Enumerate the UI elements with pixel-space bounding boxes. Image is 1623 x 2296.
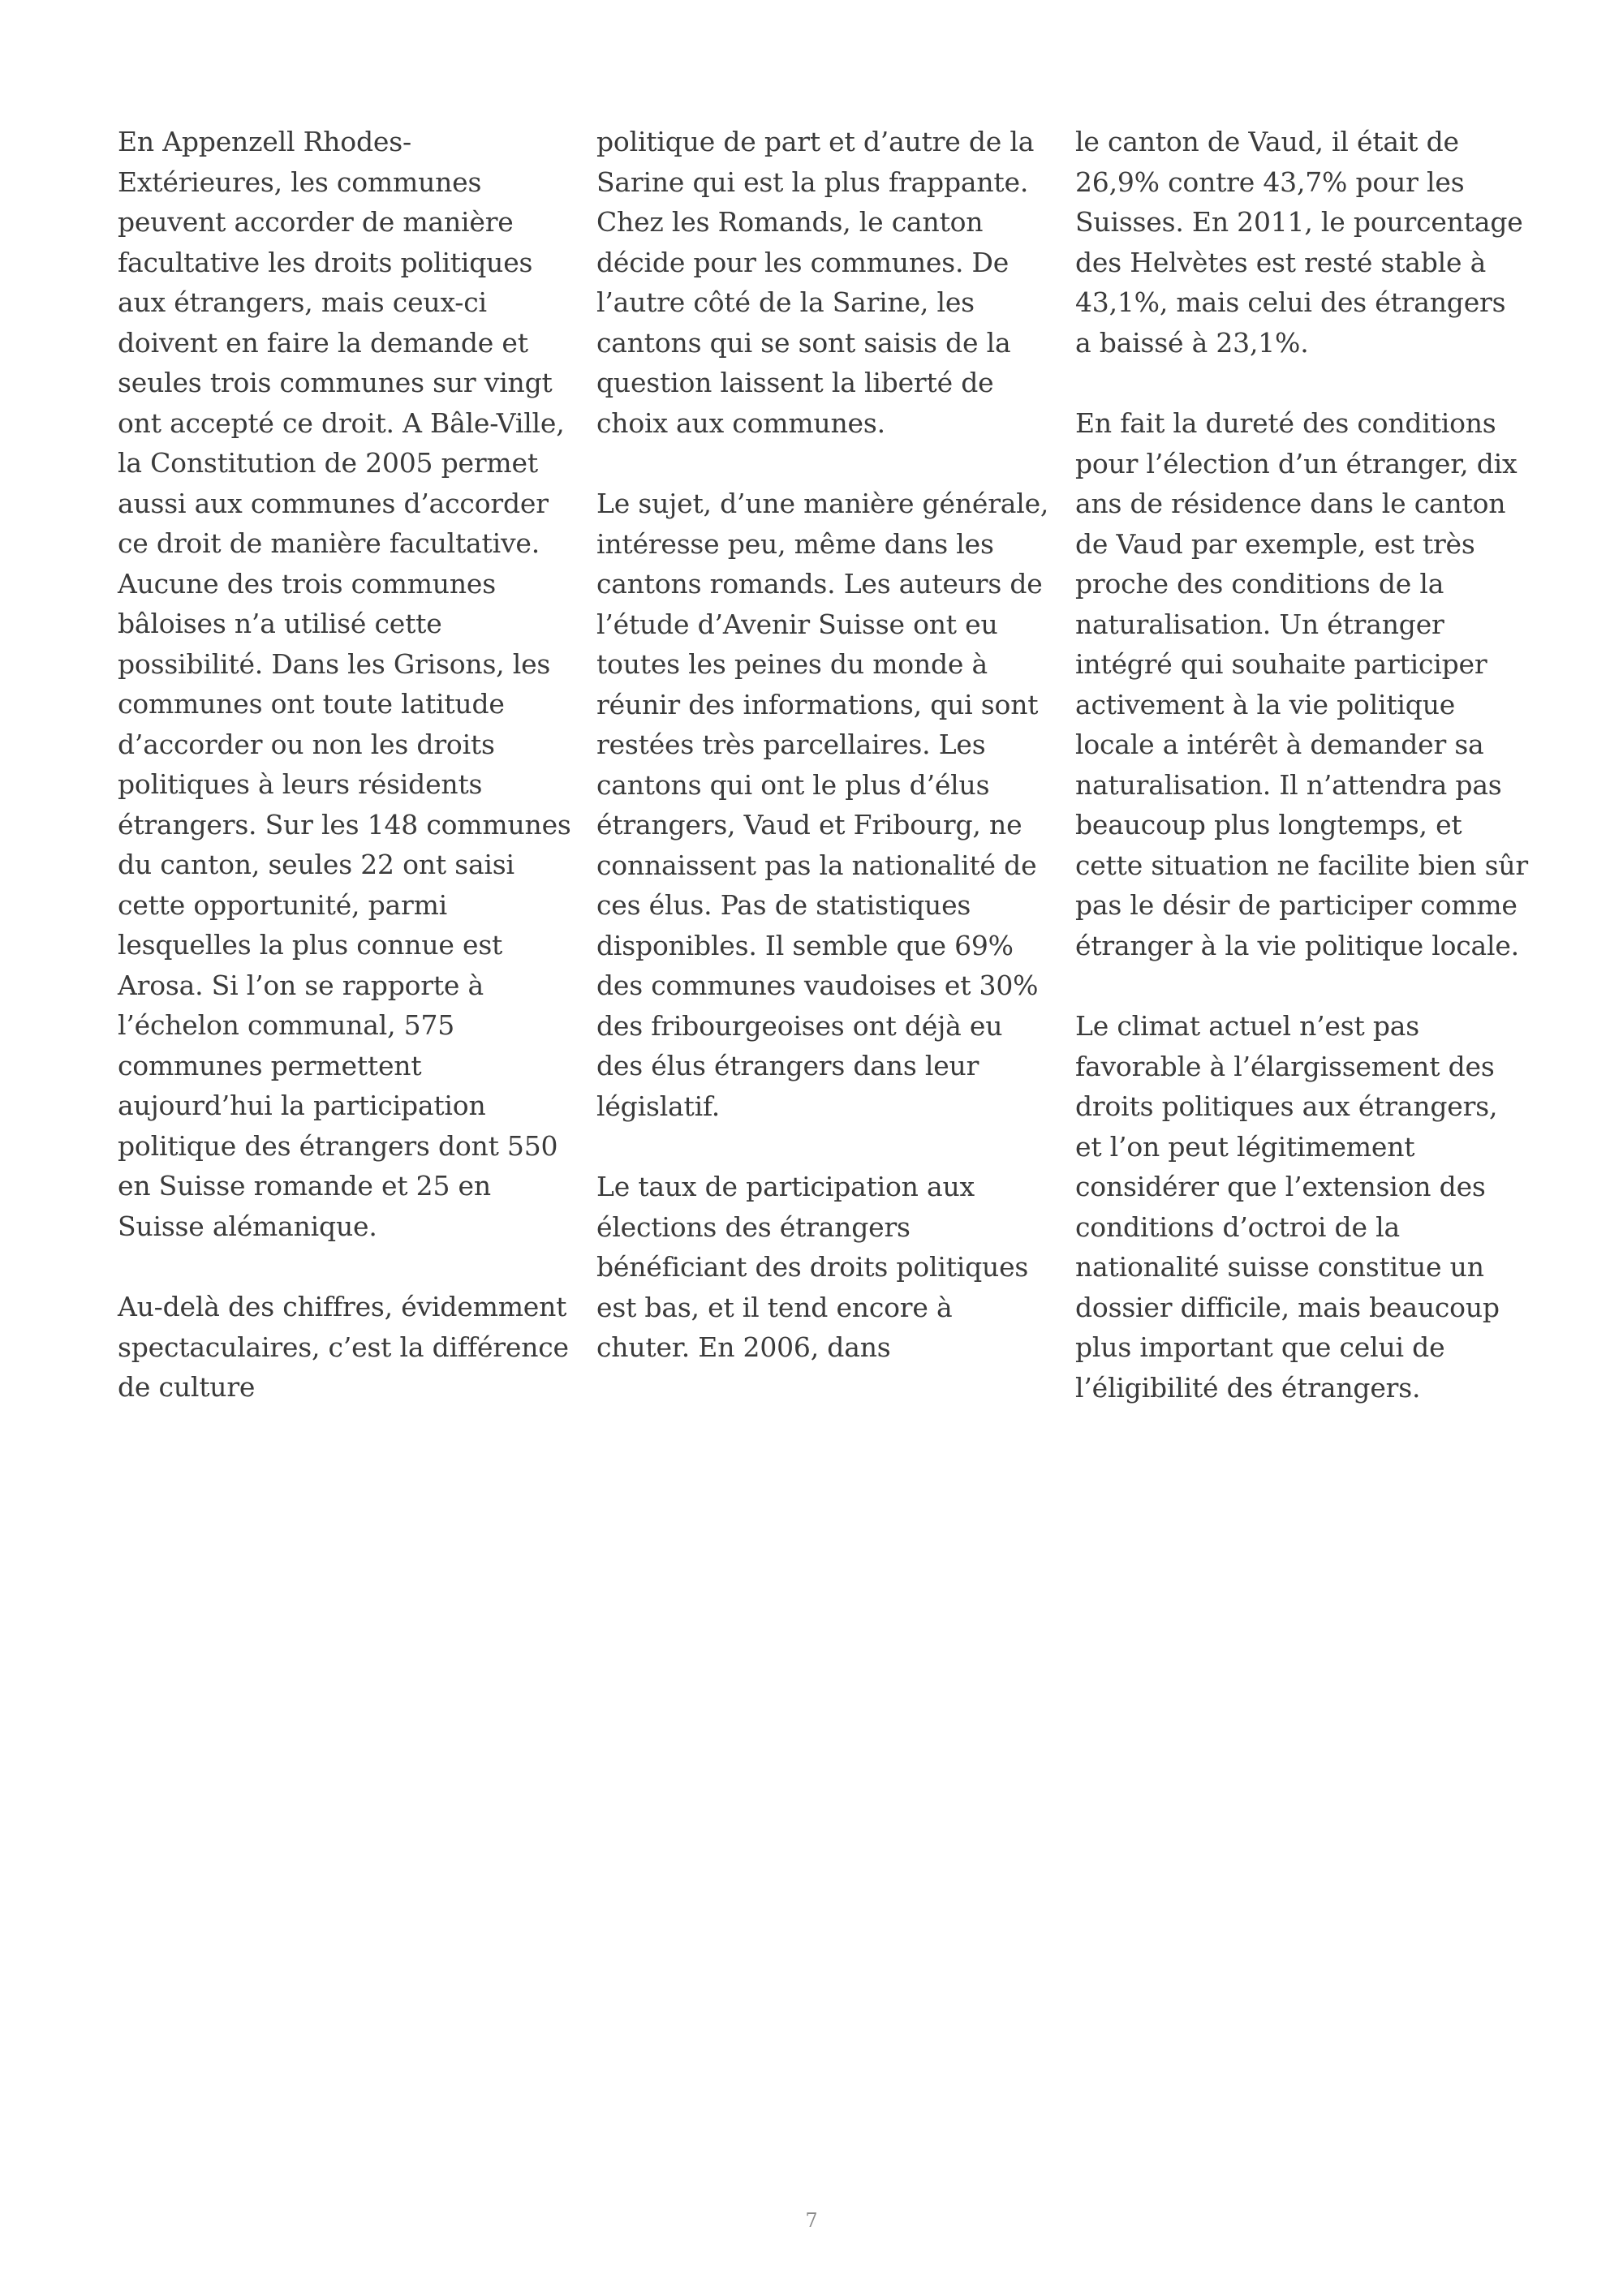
paragraph: En Appenzell Rhodes-Extérieures, les communes peuvent accorder de manière facultative les droits politiques aux étrangers, mais ceux-ci doivent en faire la demande et seules trois communes sur vingt ont accepté ce droit. A Bâle-Ville, la Constitution de 2005 permet aussi aux communes d’accorder ce droit de manière facultative. Aucune des trois communes bâloises n’a utilisé cette possibilité. Dans les Grisons, les communes ont toute latitude d’accorder ou non les droits politiques à leurs résidents étrangers. Sur les 148 communes du canton, seules 22 ont saisi cette opportunité, parmi lesquelles la plus connue est Arosa. Si l’on se rapporte à l’échelon communal, 575 communes permettent aujourd’hui la participation politique des étrangers dont 550 en Suisse romande et 25 en Suisse alémanique. [118,126,571,1242]
paragraph: le canton de Vaud, il était de 26,9% contre 43,7% pour les Suisses. En 2011, le pourcentage des Helvètes est resté stable à 43,1%, mais celui des étrangers a baissé à 23,1%. [1075,126,1523,359]
paragraph: Au-delà des chiffres, évidemment spectaculaires, c’est la différence de culture [118,1291,569,1403]
text-column-1 [118,122,572,1448]
page-number: 7 [805,2209,818,2232]
paragraph: Le climat actuel n’est pas favorable à l’élargissement des droits politiques aux étrangers, et l’on peut légitimement considérer que l’extension des conditions d’octroi de la nationalité suisse constitue un dossier difficile, mais beaucoup plus important que celui de l’éligibilité des étrangers. [1075,1010,1500,1404]
paragraph: Le sujet, d’une manière générale, intéresse peu, même dans les cantons romands. Les auteurs de l’étude d’Avenir Suisse ont eu toutes les peines du monde à réunir des informations, qui sont restées très parcellaires. Les cantons qui ont le plus d’élus étrangers, Vaud et Fribourg, ne connaissent pas la nationalité de ces élus. Pas de statistiques disponibles. Il semble que 69% des communes vaudoises et 30% des fribourgeoises ont déjà eu des élus étrangers dans leur législatif. [596,488,1049,1122]
paragraph: Le taux de participation aux élections des étrangers bénéficiant des droits politiques est bas, et il tend encore à chuter. En 2006, dans [596,1171,1029,1363]
paragraph: En fait la dureté des conditions pour l’élection d’un étranger, dix ans de résidence dans le canton de Vaud par exemple, est très proche des conditions de la naturalisation. Un étranger intégré qui souhaite participer activement à la vie politique locale a intérêt à demander sa naturalisation. Il n’attendra pas beaucoup plus longtemps, et cette situation ne facilite bien sûr pas le désir de participer comme étranger à la vie politique locale. [1075,407,1528,961]
paragraph: politique de part et d’autre de la Sarine qui est la plus frappante. Chez les Romands, le canton décide pour les communes. De l’autre côté de la Sarine, les cantons qui se sont saisis de la question laissent la liberté de choix aux communes. [596,126,1035,439]
text-column-3 [1075,122,1530,1448]
text-column-2 [596,122,1051,1408]
